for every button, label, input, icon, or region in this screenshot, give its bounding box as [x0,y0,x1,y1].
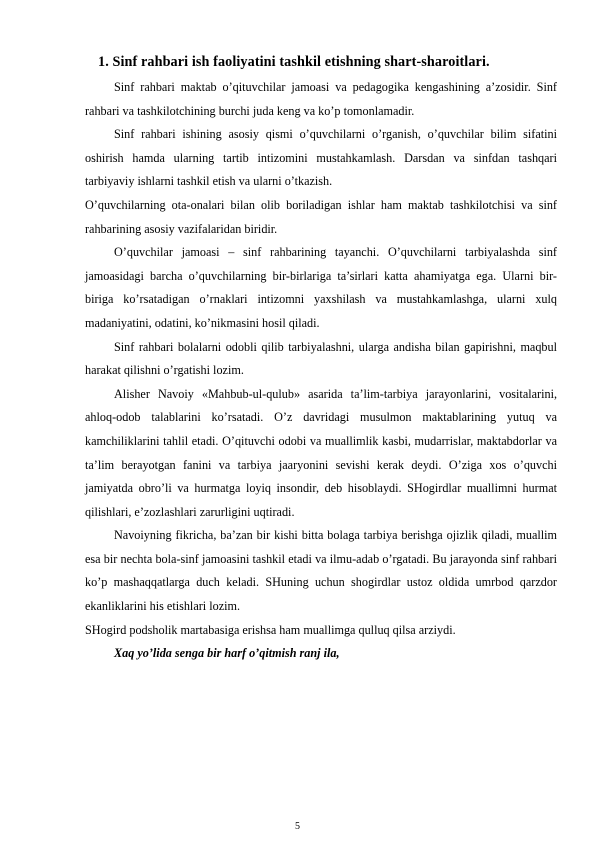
poem-quote: Xaq yo’lida senga bir harf o’qitmish ranj ila, [114,646,340,661]
paragraph: Alisher Navoiy «Mahbub-ul-qulub» asarida ta’lim-tarbiya jarayonlarini, vositalarini, ahloq-odob talablarini ko’rsatadi. O’z davridagi musulmon maktablarining yutuq va kamchiliklarini tahlil etadi. O’qituvchi odobi va muallimlik kasbi, mudarrislar, maktabdorlar va ta’lim berayotgan fanini va tarbiya jaaryonini sevishi kerak deydi. O’ziga xos o’quvchi jamiyatda obro’li va hurmatga loyiq insondir, deb hisoblaydi. SHogirdlar muallimni hurmat qilishlari, e’zozlashlari zarurligini uqtiradi. [85,386,557,519]
paragraph: Navoiyning fikricha, ba’zan bir kishi bitta bolaga tarbiya berishga ojizlik qiladi, muallim esa bir nechta bola-sinf jamoasini tashkil etadi va ilmu-adab o’rgatadi. Bu jarayonda sinf rahbari ko’p mashaqqatlarga duch keladi. SHuning uchun shogirdlar ustoz oldida umrbod qarzdor ekanliklarini his etishlari lozim. [85,528,557,614]
paragraph: SHogird podsholik martabasiga erishsa ham muallimga qulluq qilsa arziydi. [85,622,456,637]
section-heading: 1. Sinf rahbari ish faoliyatini tashkil etishning shart-sharoitlari. [98,54,490,70]
paragraph: Sinf rahbari bolalarni odobli qilib tarbiyalashni, ularga andisha bilan gapirishni, maqbul harakat qilishni o’rgatishi lozim. [85,339,557,378]
paragraph: O’quvchilar jamoasi – sinf rahbarining tayanchi. O’quvchilarni tarbiyalashda sinf jamoasidagi barcha o’quvchilarning bir-birlariga ta’sirlari katta ahamiyatga ega. Ularni bir-biriga ko’rsatadigan o’rnaklari intizomni yaxshilash va mustahkamlashga, ularni xulq madaniyatini, odatini, ko’nikmasini hosil qiladi. [85,245,557,330]
paragraph: Sinf rahbari ishining asosiy qismi o’quvchilarni o’rganish, o’quvchilar bilim sifatini oshirish hamda ularning tartib intizomini mustahkamlash. Darsdan va sinfdan tashqari tarbiyaviy ishlarni tashkil etish va ularni o’tkazish. [85,127,557,189]
paragraph: O’quvchilarning ota-onalari bilan olib boriladigan ishlar ham maktab tashkilotchisi va sinf rahbarining asosiy vazifalaridan biridir. [85,197,557,236]
paragraph: Sinf rahbari maktab o’qituvchilar jamoasi va pedagogika kengashining a’zosidir. Sinf rahbari va tashkilotchining burchi juda keng va ko’p tomonlamadir. [85,80,557,118]
page-number: 5 [295,821,300,832]
body-text [85,76,557,666]
